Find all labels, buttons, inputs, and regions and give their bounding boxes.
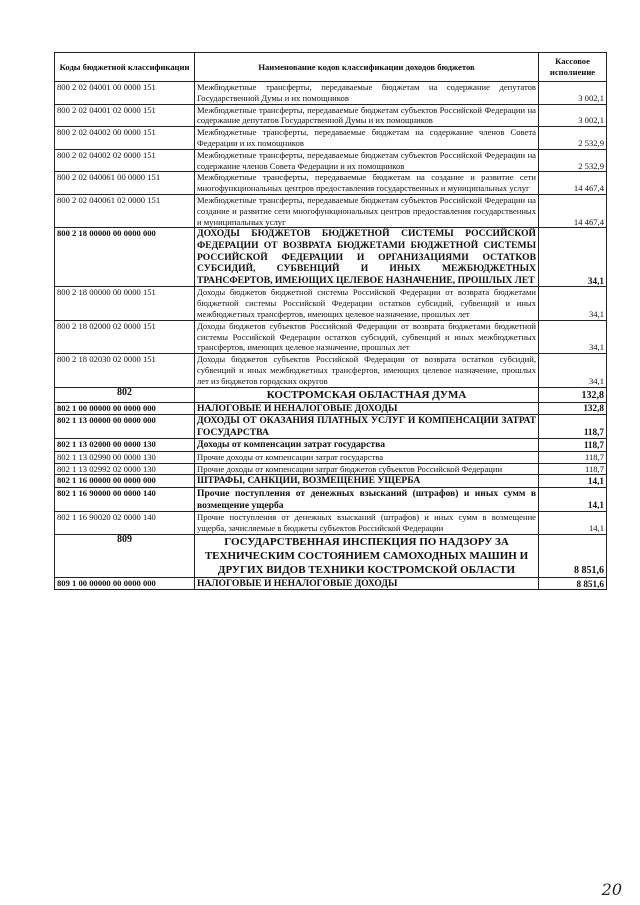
document-page — [54, 52, 606, 590]
row-code: 800 2 18 02030 02 0000 151 — [55, 354, 195, 387]
row-name: Прочие поступления от денежных взысканий (штрафов) и иных сумм в возмещение ущерба — [195, 488, 539, 512]
table-row — [55, 512, 607, 535]
row-name: ДОХОДЫ БЮДЖЕТОВ БЮДЖЕТНОЙ СИСТЕМЫ РОССИЙСКОЙ ФЕДЕРАЦИИ ОТ ВОЗВРАТА БЮДЖЕТАМИ БЮДЖЕТНОЙ СИСТЕМЫ РОССИЙСКОЙ ФЕДЕРАЦИИ И ОРГАНИЗАЦИЯМИ ОСТАТКОВ СУБСИДИЙ, СУБВЕНЦИЙ И ИНЫХ МЕЖБЮДЖЕТНЫХ ТРАНСФЕРТОВ, ИМЕЮЩИХ ЦЕЛЕВОЕ НАЗНАЧЕНИЕ, ПРОШЛЫХ ЛЕТ — [195, 228, 539, 287]
table-header-row — [55, 53, 607, 82]
row-amount: 34,1 — [539, 354, 607, 387]
table-row — [55, 415, 607, 439]
header-name: Наименование кодов классификации доходов бюджетов — [195, 53, 539, 82]
table-row — [55, 149, 607, 172]
row-amount: 14,1 — [539, 475, 607, 488]
row-amount: 34,1 — [539, 287, 607, 320]
row-code: 800 2 18 00000 00 0000 151 — [55, 287, 195, 320]
row-code: 802 — [55, 387, 195, 402]
row-code: 802 1 13 02000 00 0000 130 — [55, 439, 195, 452]
row-amount: 2 532,9 — [539, 149, 607, 172]
row-amount: 118,7 — [539, 439, 607, 452]
page-number: 20 — [601, 880, 622, 899]
row-name: НАЛОГОВЫЕ И НЕНАЛОГОВЫЕ ДОХОДЫ — [195, 577, 539, 590]
row-amount: 8 851,6 — [539, 534, 607, 577]
header-code: Коды бюджетной классификации — [55, 53, 195, 82]
row-code: 800 2 02 040061 00 0000 151 — [55, 172, 195, 195]
row-name: Доходы от компенсации затрат государства — [195, 439, 539, 452]
row-code: 802 1 16 90020 02 0000 140 — [55, 512, 195, 535]
table-row — [55, 228, 607, 287]
row-code: 800 2 02 04002 00 0000 151 — [55, 127, 195, 150]
row-name: Прочие доходы от компенсации затрат бюджетов субъектов Российской Федерации — [195, 463, 539, 475]
table-row — [55, 402, 607, 415]
table-row — [55, 387, 607, 402]
row-name: Доходы бюджетов бюджетной системы Российской Федерации от возврата бюджетами бюджетной системы Российской Федерации остатков субсидий, субвенций и иных межбюджетных трансфертов, имеющих целевое назначение, прошлых лет — [195, 287, 539, 320]
table-row — [55, 320, 607, 353]
row-code: 802 1 13 02992 02 0000 130 — [55, 463, 195, 475]
row-amount: 14 467,4 — [539, 194, 607, 227]
row-code: 802 1 16 00000 00 0000 000 — [55, 475, 195, 488]
row-code: 802 1 00 00000 00 0000 000 — [55, 402, 195, 415]
row-code: 809 — [55, 534, 195, 577]
row-code: 802 1 13 02990 00 0000 130 — [55, 451, 195, 463]
row-amount: 2 532,9 — [539, 127, 607, 150]
row-amount: 14 467,4 — [539, 172, 607, 195]
row-code: 809 1 00 00000 00 0000 000 — [55, 577, 195, 590]
table-row — [55, 82, 607, 105]
table-row — [55, 104, 607, 127]
row-name: КОСТРОМСКАЯ ОБЛАСТНАЯ ДУМА — [195, 387, 539, 402]
table-row — [55, 172, 607, 195]
row-amount: 132,8 — [539, 387, 607, 402]
row-amount: 118,7 — [539, 415, 607, 439]
row-amount: 14,1 — [539, 488, 607, 512]
row-name: Прочие доходы от компенсации затрат государства — [195, 451, 539, 463]
row-amount: 3 002,1 — [539, 104, 607, 127]
row-name: ШТРАФЫ, САНКЦИИ, ВОЗМЕЩЕНИЕ УЩЕРБА — [195, 475, 539, 488]
row-amount: 8 851,6 — [539, 577, 607, 590]
table-row — [55, 463, 607, 475]
row-name: Межбюджетные трансферты, передаваемые бюджетам субъектов Российской Федерации на создание и развитие сети многофункциональных центров предоставления государственных и муниципальных услуг — [195, 194, 539, 227]
row-amount: 118,7 — [539, 463, 607, 475]
revenue-table — [54, 52, 607, 590]
table-body — [55, 82, 607, 590]
header-amount: Кассовое исполнение — [539, 53, 607, 82]
table-row — [55, 475, 607, 488]
row-name: Межбюджетные трансферты, передаваемые бюджетам субъектов Российской Федерации на содержание членов Совета Федерации и их помощников — [195, 149, 539, 172]
row-name: Межбюджетные трансферты, передаваемые бюджетам на содержание членов Совета Федерации и их помощников — [195, 127, 539, 150]
row-name: Доходы бюджетов субъектов Российской Федерации от возврата остатков субсидий, субвенций и иных межбюджетных трансфертов, имеющих целевое назначение, прошлых лет из бюджетов городских округов — [195, 354, 539, 387]
row-name: Прочие поступления от денежных взысканий (штрафов) и иных сумм в возмещение ущерба, зачисляемые в бюджеты субъектов Российской Федерации — [195, 512, 539, 535]
row-name: НАЛОГОВЫЕ И НЕНАЛОГОВЫЕ ДОХОДЫ — [195, 402, 539, 415]
table-row — [55, 488, 607, 512]
row-code: 802 1 13 00000 00 0000 000 — [55, 415, 195, 439]
row-code: 800 2 02 04002 02 0000 151 — [55, 149, 195, 172]
row-amount: 3 002,1 — [539, 82, 607, 105]
row-code: 800 2 02 04001 00 0000 151 — [55, 82, 195, 105]
table-row — [55, 439, 607, 452]
table-row — [55, 534, 607, 577]
table-row — [55, 577, 607, 590]
row-code: 800 2 02 040061 02 0000 151 — [55, 194, 195, 227]
row-name: ГОСУДАРСТВЕННАЯ ИНСПЕКЦИЯ ПО НАДЗОРУ ЗА ТЕХНИЧЕСКИМ СОСТОЯНИЕМ САМОХОДНЫХ МАШИН И ДРУГИХ ВИДОВ ТЕХНИКИ КОСТРОМСКОЙ ОБЛАСТИ — [195, 534, 539, 577]
row-amount: 34,1 — [539, 228, 607, 287]
row-name: Межбюджетные трансферты, передаваемые бюджетам на создание и развитие сети многофункциональных центров предоставления государственных и муниципальных услуг — [195, 172, 539, 195]
row-amount: 34,1 — [539, 320, 607, 353]
table-row — [55, 287, 607, 320]
row-name: ДОХОДЫ ОТ ОКАЗАНИЯ ПЛАТНЫХ УСЛУГ И КОМПЕНСАЦИИ ЗАТРАТ ГОСУДАРСТВА — [195, 415, 539, 439]
row-name: Межбюджетные трансферты, передаваемые бюджетам субъектов Российской Федерации на содержание депутатов Государственной Думы и их помощников — [195, 104, 539, 127]
row-amount: 118,7 — [539, 451, 607, 463]
row-name: Межбюджетные трансферты, передаваемые бюджетам на содержание депутатов Государственной Думы и их помощников — [195, 82, 539, 105]
row-code: 800 2 18 00000 00 0000 000 — [55, 228, 195, 287]
row-code: 800 2 18 02000 02 0000 151 — [55, 320, 195, 353]
table-row — [55, 354, 607, 387]
row-name: Доходы бюджетов субъектов Российской Федерации от возврата бюджетами бюджетной системы Российской Федерации остатков субсидий, субвенций и иных межбюджетных трансфертов, имеющих целевое назначение, прошлых лет — [195, 320, 539, 353]
row-code: 800 2 02 04001 02 0000 151 — [55, 104, 195, 127]
row-amount: 132,8 — [539, 402, 607, 415]
table-row — [55, 451, 607, 463]
row-code: 802 1 16 90000 00 0000 140 — [55, 488, 195, 512]
row-amount: 14,1 — [539, 512, 607, 535]
table-row — [55, 194, 607, 227]
table-row — [55, 127, 607, 150]
